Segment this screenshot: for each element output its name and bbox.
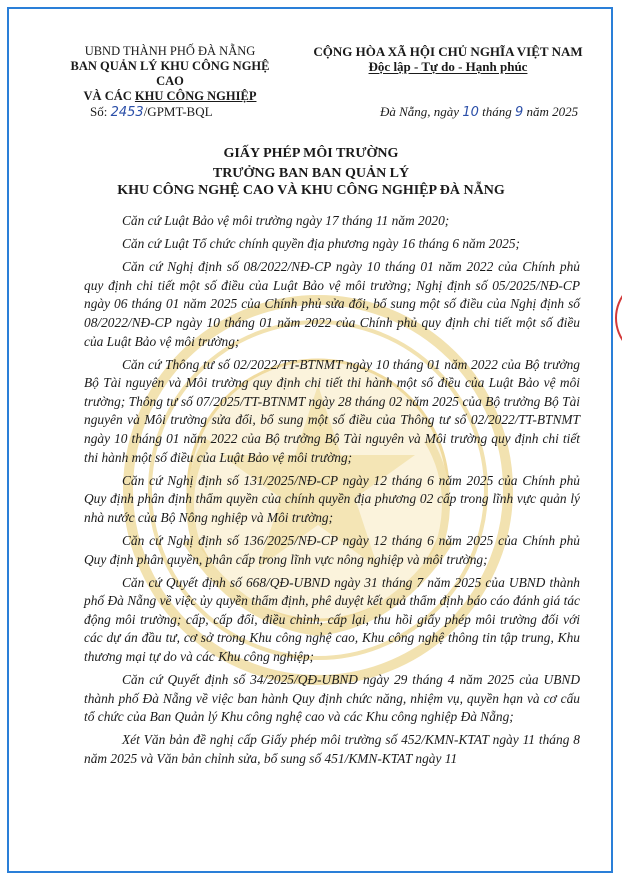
issuer-line-3 — [60, 89, 280, 104]
issuer-line-3-underlined: KHU CÔNG NGHIỆP — [134, 89, 257, 103]
document-body — [84, 212, 580, 773]
consideration-paragraph: Xét Văn bản đề nghị cấp Giấy phép môi trường số 452/KMN-KTAT ngày 11 tháng 8 năm 2025 và Văn bản chỉnh sửa, bổ sung số 451/KMN-KTAT ngày 11 — [84, 732, 580, 767]
date-month: 9 — [515, 105, 524, 120]
document-number-handwritten: 2453 — [110, 105, 144, 120]
legal-basis-paragraph: Căn cứ Luật Bảo vệ môi trường ngày 17 tháng 11 năm 2020; — [122, 213, 450, 228]
date-line — [380, 104, 578, 120]
date-day: 10 — [462, 105, 479, 120]
legal-basis-paragraph: Căn cứ Nghị định số 08/2022/NĐ-CP ngày 10 tháng 01 năm 2022 của Chính phủ quy định chi tiết một số điều của Luật Bảo vệ môi trường; Nghị định số 05/2025/NĐ-CP ngày 06 tháng 01 năm 2025 của Chính phủ sửa đổi, bổ sung một số điều của Nghị định số 08/2022/NĐ-CP ngày 10 tháng 01 năm 2022 của Chính phủ quy định chi tiết một số điều của Luật Bảo vệ môi trường; — [84, 259, 580, 349]
document-number-suffix: /GPMT-BQL — [143, 104, 213, 119]
issuer-line-2: BAN QUẢN LÝ KHU CÔNG NGHỆ CAO — [70, 59, 270, 88]
document-number — [90, 104, 213, 120]
stamp-partial — [606, 268, 622, 368]
date-prefix: Đà Nẵng, ngày — [380, 104, 463, 119]
document-number-prefix: Số: — [90, 104, 111, 119]
legal-basis-paragraph: Căn cứ Luật Tổ chức chính quyền địa phương ngày 16 tháng 6 năm 2025; — [122, 236, 521, 252]
national-header — [300, 44, 596, 74]
legal-basis-paragraph: Căn cứ Thông tư số 02/2022/TT-BTNMT ngày 10 tháng 01 năm 2022 của Bộ trưởng Bộ Tài nguyên và Môi trường quy định chi tiết thi hành một số điều của Luật Bảo vệ môi trường; Thông tư số 07/2025/TT-BTNMT ngày 28 tháng 02 năm 2025 của Bộ trưởng Bộ Tài nguyên và Môi trường sửa đổi, bổ sung một số điều của Thông tư số 02/2022/TT-BTNMT ngày 10 tháng 01 năm 2022 của Bộ trưởng Bộ Tài nguyên và Môi trường quy định chi tiết thi hành một số điều của Luật Bảo vệ môi trường; — [84, 356, 580, 465]
authority-title-line-1: TRƯỞNG BAN BAN QUẢN LÝ — [212, 166, 410, 181]
national-motto: Độc lập - Tự do - Hạnh phúc — [368, 59, 528, 74]
legal-basis-paragraph: Căn cứ Quyết định số 34/2025/QĐ-UBND ngày 29 tháng 4 năm 2025 của UBND thành phố Đà Nẵng về việc ban hành Quy định chức năng, nhiệm vụ, quyền hạn và cơ cấu tổ chức của Ban Quản lý Khu công nghệ cao và các Khu công nghiệp Đà Nẵng; — [84, 672, 580, 725]
date-month-label: tháng — [478, 104, 516, 119]
issuer-line-3-prefix: VÀ CÁC — [83, 89, 135, 103]
issuer-header — [60, 44, 280, 104]
document-title: GIẤY PHÉP MÔI TRƯỜNG — [223, 146, 399, 161]
issuer-line-1: UBND THÀNH PHỐ ĐÀ NẴNG — [84, 44, 256, 58]
national-title: CỘNG HÒA XÃ HỘI CHỦ NGHĨA VIỆT NAM — [313, 44, 583, 59]
legal-basis-paragraph: Căn cứ Nghị định số 131/2025/NĐ-CP ngày 12 tháng 6 năm 2025 của Chính phủ Quy định phân định thẩm quyền của chính quyền địa phương 02 cấp trong lĩnh vực quản lý nhà nước của Bộ Nông nghiệp và Môi trường; — [84, 472, 580, 525]
legal-basis-paragraph: Căn cứ Quyết định số 668/QĐ-UBND ngày 31 tháng 7 năm 2025 của UBND thành phố Đà Nẵng về việc ủy quyền thẩm định, phê duyệt kết quả thẩm định báo cáo đánh giá tác động môi trường; cấp, cấp đổi, điều chỉnh, cấp lại, thu hồi giấy phép môi trường đối với các dự án đầu tư, cơ sở trong Khu công nghệ cao, Khu công nghệ thông tin tập trung, Khu thương mại tự do và các Khu công nghiệp; — [84, 574, 580, 665]
authority-title-line-2: KHU CÔNG NGHỆ CAO VÀ KHU CÔNG NGHIỆP ĐÀ NẴNG — [117, 183, 505, 198]
legal-basis-paragraph: Căn cứ Nghị định số 136/2025/NĐ-CP ngày 12 tháng 6 năm 2025 của Chính phủ Quy định phân quyền, phân cấp trong lĩnh vực nông nghiệp và môi trường; — [84, 533, 580, 567]
date-year-label: năm 2025 — [523, 104, 579, 119]
